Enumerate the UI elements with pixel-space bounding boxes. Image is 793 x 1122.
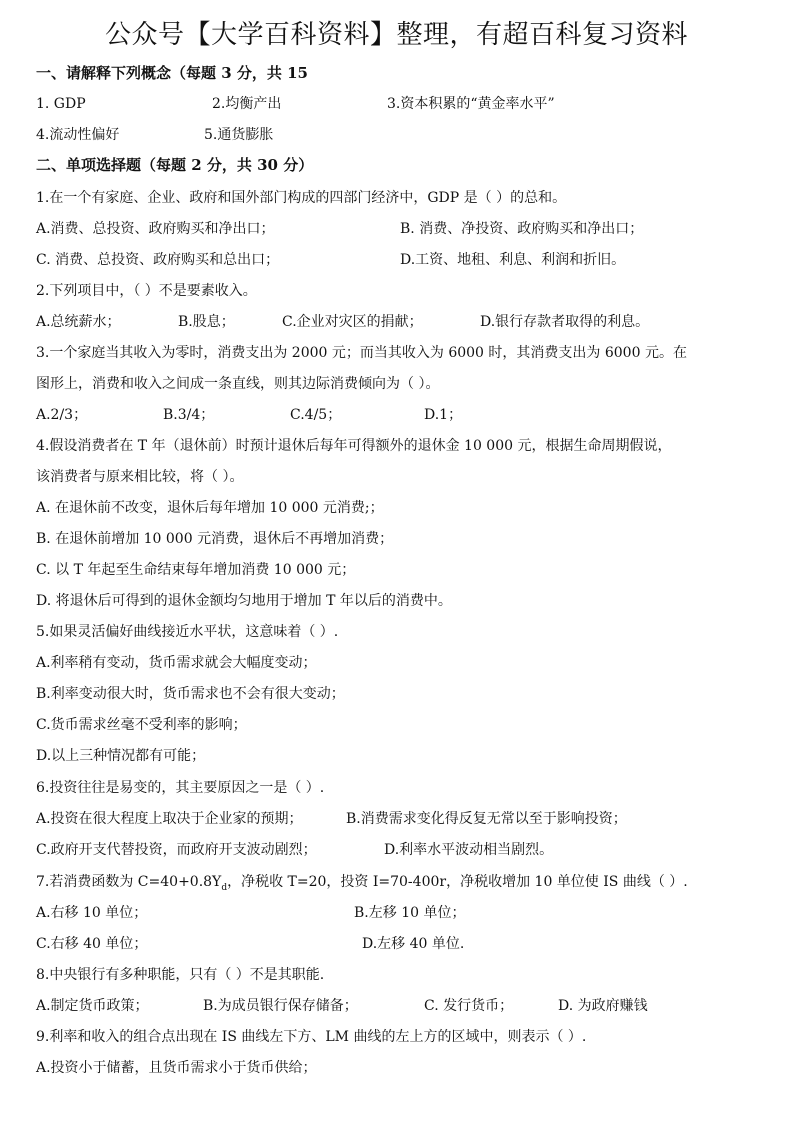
term-1: 1. GDP (36, 96, 86, 112)
question-stem: 5.如果灵活偏好曲线接近水平状，这意味着（ ）. (36, 624, 339, 640)
option-d: D.利率水平波动相当剧烈。 (384, 842, 554, 858)
option-c: C.企业对灾区的捐献； (282, 314, 423, 330)
stem-post: ，净税收 T=20，投资 I=70-400r，净税收增加 10 单位使 IS 曲线（ ）. (227, 874, 688, 890)
option-a: A.消费、总投资、政府购买和净出口； (36, 221, 275, 237)
option-a: A.2/3； (36, 407, 88, 423)
stem-pre: 7.若消费函数为 C=40+0.8Y (36, 874, 222, 890)
option-c: C.政府开支代替投资，而政府开支波动剧烈； (36, 842, 317, 858)
term-2: 2.均衡产出 (212, 96, 282, 112)
question-stem-line-1: 4.假设消费者在 T 年（退休前）时预计退休后每年可得额外的退休金 10 000 元，根据生命周期假说， (36, 438, 672, 454)
option-d: D.1； (424, 407, 463, 423)
option-c: C. 发行货币； (424, 998, 514, 1014)
page-title: 公众号【大学百科资料】整理，有超百科复习资料 (104, 20, 688, 50)
option-d: D.银行存款者取得的利息。 (480, 314, 650, 330)
question-stem-line-2: 图形上，消费和收入之间成一条直线，则其边际消费倾向为（ ）。 (36, 376, 440, 392)
option-b: B.消费需求变化得反复无常以至于影响投资； (346, 811, 627, 827)
question-stem-line-1: 3.一个家庭当其收入为零时，消费支出为 2000 元；而当其收入为 6000 时，其消费支出为 6000 元。在 (36, 345, 687, 361)
option-b: B. 消费、净投资、政府购买和净出口； (400, 221, 644, 237)
option-a: A.投资小于储蓄，且货币需求小于货币供给； (36, 1060, 317, 1076)
term-4: 4.流动性偏好 (36, 127, 120, 143)
term-5: 5.通货膨胀 (204, 127, 274, 143)
question-stem: 6.投资往往是易变的，其主要原因之一是（ ）. (36, 780, 325, 796)
term-3: 3.资本积累的“黄金率水平” (387, 96, 555, 112)
stem-subscript: d (221, 882, 228, 893)
option-d: D.以上三种情况都有可能； (36, 748, 206, 764)
question-stem: 8.中央银行有多种职能，只有（ ）不是其职能. (36, 967, 325, 983)
option-d: D. 将退休后可得到的退休金额均匀地用于增加 T 年以后的消费中。 (36, 593, 452, 609)
option-c: C.右移 40 单位； (36, 936, 148, 952)
section-2-heading: 二、单项选择题（每题 2 分，共 30 分） (36, 156, 314, 174)
question-stem: 2.下列项目中，（ ）不是要素收入。 (36, 283, 257, 299)
question-stem (36, 872, 688, 898)
option-b: B.3/4； (163, 407, 215, 423)
option-b: B.股息； (178, 314, 235, 330)
question-stem: 1.在一个有家庭、企业、政府和国外部门构成的四部门经济中，GDP 是（ ）的总和。 (36, 190, 567, 206)
option-d: D.工资、地租、利息、利润和折旧。 (400, 252, 626, 268)
option-d: D. 为政府赚钱 (558, 998, 648, 1014)
question-stem: 9.利率和收入的组合点出现在 IS 曲线左下方、LM 曲线的左上方的区域中，则表示（ ）. (36, 1029, 587, 1045)
option-c: C. 消费、总投资、政府购买和总出口； (36, 252, 280, 268)
option-a: A.投资在很大程度上取决于企业家的预期； (36, 811, 303, 827)
option-a: A.利率稍有变动，货币需求就会大幅度变动； (36, 655, 317, 671)
section-1-heading: 一、请解释下列概念（每题 3 分，共 15 (36, 64, 308, 82)
option-a: A.右移 10 单位； (36, 905, 148, 921)
option-b: B.为成员银行保存储备； (203, 998, 358, 1014)
question-stem-line-2: 该消费者与原来相比较，将（ ）。 (36, 469, 244, 485)
option-d: D.左移 40 单位. (362, 936, 465, 952)
option-c: C.货币需求丝毫不受利率的影响； (36, 717, 247, 733)
option-a: A. 在退休前不改变，退休后每年增加 10 000 元消费;； (36, 500, 384, 516)
option-b: B.利率变动很大时，货币需求也不会有很大变动； (36, 686, 345, 702)
option-b: B. 在退休前增加 10 000 元消费，退休后不再增加消费； (36, 531, 394, 547)
option-c: C. 以 T 年起至生命结束每年增加消费 10 000 元； (36, 562, 356, 578)
option-a: A.总统薪水； (36, 314, 121, 330)
option-c: C.4/5； (290, 407, 342, 423)
option-b: B.左移 10 单位； (354, 905, 466, 921)
option-a: A.制定货币政策； (36, 998, 149, 1014)
